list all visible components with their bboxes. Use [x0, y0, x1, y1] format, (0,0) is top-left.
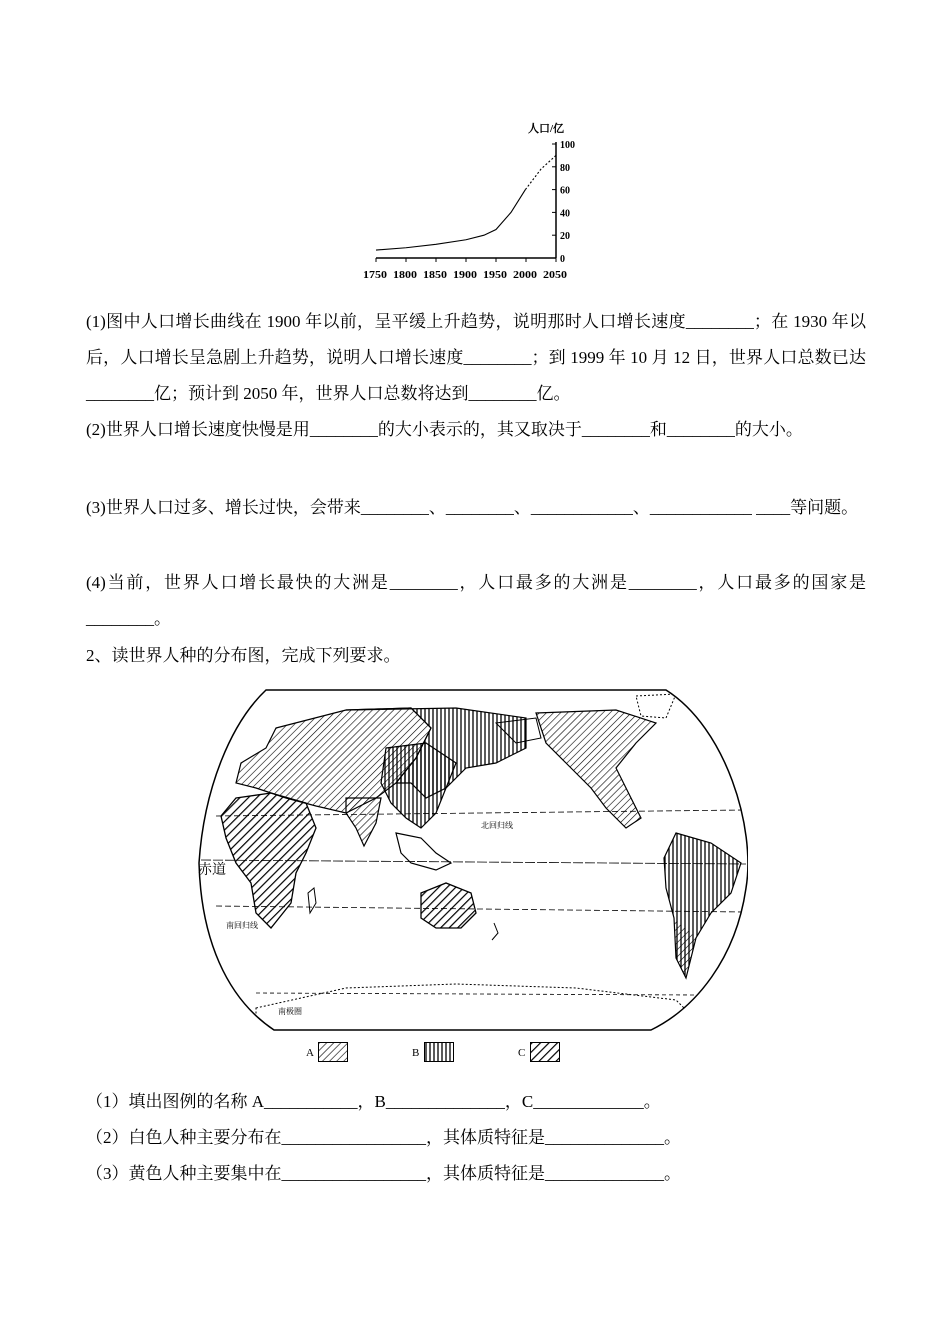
antarctic-circle-label: 南极圈: [278, 1007, 302, 1016]
legend-swatch-a: [318, 1042, 348, 1062]
x-tick-label: 1950: [483, 270, 507, 281]
y-tick-label: 60: [560, 185, 570, 197]
tropic-capricorn-label: 南回归线: [226, 921, 258, 930]
world-race-map: [196, 688, 748, 1033]
question-2: (2)世界人口增长速度快慢是用________的大小表示的，其又取决于________和________的大小。: [86, 420, 803, 439]
y-tick-label: 40: [560, 208, 570, 220]
y-tick-label: 80: [560, 162, 570, 174]
population-series-solid: [376, 190, 525, 250]
population-growth-chart: [360, 118, 590, 288]
equator-label: 赤道: [198, 863, 226, 878]
x-tick-label: 2050: [543, 270, 567, 281]
y-tick-label: 100: [560, 140, 575, 151]
x-tick-label: 1850: [423, 270, 447, 281]
question-4: (4)当前，世界人口增长最快的大洲是________，人口最多的大洲是________，人口最多的国家是________。: [86, 573, 866, 628]
sub-question-2: （2）白色人种主要分布在_________________，其体质特征是______________。: [86, 1128, 681, 1147]
legend-key-b: B: [412, 1047, 420, 1059]
legend-swatch-b: [424, 1042, 454, 1062]
legend-key-a: A: [306, 1047, 314, 1059]
population-series-dashed: [525, 155, 556, 189]
x-tick-label: 1800: [393, 270, 417, 281]
y-tick-label: 0: [560, 254, 565, 265]
x-tick-label: 1750: [363, 270, 387, 281]
tropic-cancer-label: 北回归线: [481, 821, 513, 830]
question-3: (3)世界人口过多、增长过快，会带来________、________、____________、____________ ____等问题。: [86, 498, 859, 517]
question-1: (1)图中人口增长曲线在 1900 年以前，呈平缓上升趋势，说明那时人口增长速度________；在 1930 年以后，人口增长呈急剧上升趋势，说明人口增长速度________；到 1999 年 10 月 12 日，世界人口总数已达________亿；预计到 2050 年，世界人口总数将达到________亿。: [86, 312, 866, 403]
y-tick-label: 20: [560, 231, 570, 243]
y-axis-label: 人口/亿: [528, 123, 565, 135]
sub-question-1: （1）填出图例的名称 A___________，B______________，C_____________。: [86, 1092, 661, 1111]
sub-question-3: （3）黄色人种主要集中在_________________，其体质特征是______________。: [86, 1164, 681, 1183]
x-tick-label: 2000: [513, 270, 537, 281]
legend-swatch-c: [530, 1042, 560, 1062]
population-chart-svg: [360, 118, 590, 288]
x-tick-label: 1900: [453, 270, 477, 281]
world-map-svg: [196, 688, 748, 1033]
section-2-title: 2、读世界人种的分布图，完成下列要求。: [86, 646, 401, 665]
legend-key-c: C: [518, 1047, 526, 1059]
